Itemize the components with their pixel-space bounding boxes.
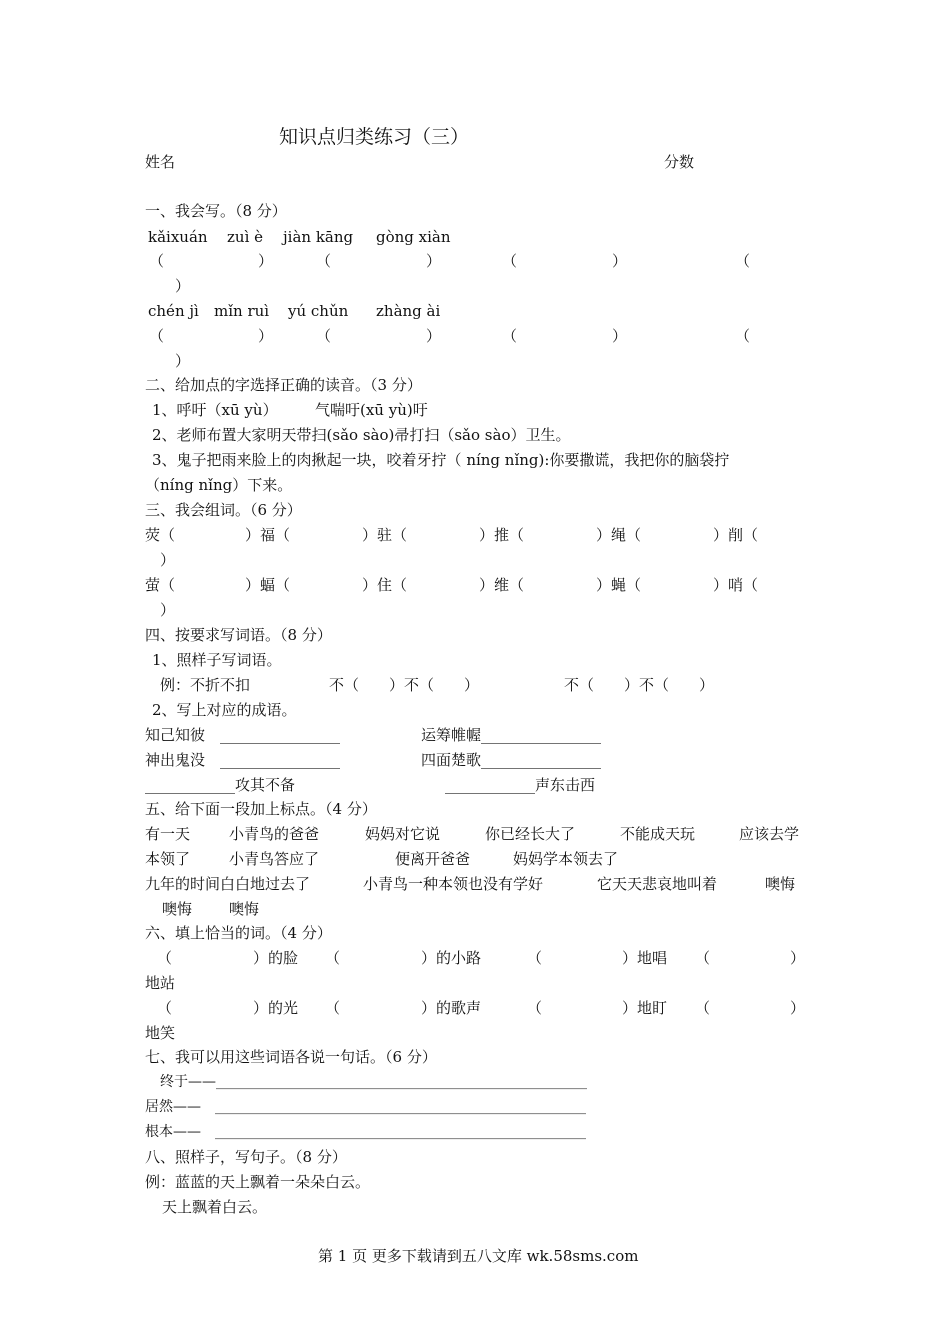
pinyin: gòng xiàn	[376, 228, 451, 246]
passage-fragment: 不能成天玩	[620, 825, 696, 843]
answer-paren-open: （	[502, 327, 518, 345]
name-label: 姓名	[145, 153, 176, 171]
score-label: 分数	[664, 153, 695, 171]
idiom-item: 神出鬼没 ________________	[145, 751, 341, 769]
page-title: 知识点归类练习（三）	[279, 126, 470, 148]
passage-fragment: 应该去学	[739, 825, 800, 843]
word-close: ）	[160, 601, 176, 619]
question-text: 气喘吁(xū yù)吁	[315, 401, 428, 419]
fill-word: ）的小路	[421, 949, 482, 967]
section-7-heading: 七、我可以用这些词语各说一句话。（6 分）	[145, 1048, 437, 1066]
answer-paren-close: ）	[426, 252, 442, 270]
fill-word: ）的脸	[253, 949, 299, 967]
word-item: ）削（	[713, 526, 759, 544]
fill-word: （	[695, 949, 711, 967]
section-4-heading: 四、按要求写词语。（8 分）	[145, 626, 332, 644]
sentence-line: 居然—— _____________________________________________________	[145, 1099, 586, 1115]
word-close: ）	[160, 551, 176, 569]
passage-fragment: 本领了	[145, 850, 191, 868]
answer-paren-open: （	[735, 252, 751, 270]
section-2-heading: 二、给加点的字选择正确的读音。（3 分）	[145, 376, 422, 394]
passage-fragment: 噢悔	[765, 875, 796, 893]
word-item: ）蝠（	[245, 576, 291, 594]
fill-word: （	[325, 999, 341, 1017]
section-6-heading: 六、填上恰当的词。（4 分）	[145, 924, 332, 942]
section-8-heading: 八、照样子，写句子。（8 分）	[145, 1148, 347, 1166]
section-3-heading: 三、我会组词。（6 分）	[145, 501, 302, 519]
fill-word: ）地唱	[622, 949, 668, 967]
answer-paren-open: （	[502, 252, 518, 270]
pinyin: kǎixuán	[148, 228, 208, 246]
passage-fragment: 噢悔	[229, 900, 260, 918]
fill-word: （	[157, 999, 173, 1017]
answer-paren-open: （	[316, 252, 332, 270]
idiom-item: 知己知彼 ________________	[145, 726, 341, 744]
word-item: ）绳（	[596, 526, 642, 544]
fill-word: 地笑	[145, 1024, 176, 1042]
pinyin: jiàn kāng	[283, 228, 354, 246]
passage-fragment: 噢悔	[162, 900, 193, 918]
fill-word: ）的光	[253, 999, 299, 1017]
word-item: ）住（	[362, 576, 408, 594]
answer-paren-close: ）	[612, 252, 628, 270]
pinyin: chén jì	[148, 302, 199, 320]
word-item: ）驻（	[362, 526, 408, 544]
answer-paren-close: ）	[612, 327, 628, 345]
answer-paren-open: （	[316, 327, 332, 345]
pinyin: mǐn ruì	[214, 302, 270, 320]
answer-paren-open: （	[149, 327, 165, 345]
passage-fragment: 便离开爸爸	[395, 850, 471, 868]
fill-word: （	[157, 949, 173, 967]
section-5-heading: 五、给下面一段加上标点。（4 分）	[145, 800, 377, 818]
passage-fragment: 你已经长大了	[485, 825, 576, 843]
fill-word: （	[527, 999, 543, 1017]
word-item: 荧（	[145, 526, 176, 544]
word-item: 萤（	[145, 576, 176, 594]
answer-paren-close: ）	[426, 327, 442, 345]
fill-word: 地站	[145, 974, 176, 992]
fill-blank: 不（ ）不（ ）	[329, 676, 480, 694]
example-text: 例：蓝蓝的天上飘着一朵朵白云。	[145, 1173, 371, 1191]
sentence-line: 根本—— _____________________________________________________	[145, 1124, 586, 1140]
answer-paren-close: ）	[258, 327, 274, 345]
answer-paren-open: （	[735, 327, 751, 345]
word-item: ）蝇（	[596, 576, 642, 594]
word-item: ）推（	[479, 526, 525, 544]
idiom-item: 四面楚歌________________	[421, 751, 602, 769]
idiom-item: ____________攻其不备	[145, 776, 296, 794]
section-1-heading: 一、我会写。（8 分）	[145, 202, 287, 220]
pinyin: yú chǔn	[288, 302, 349, 320]
passage-fragment: 妈妈对它说	[365, 825, 441, 843]
fill-word: ）	[790, 949, 806, 967]
passage-fragment: 九年的时间白白地过去了	[145, 875, 311, 893]
question-text: 2、老师布置大家明天带扫(sǎo sào)帚打扫（sǎo sào）卫生。	[152, 426, 571, 444]
pinyin: zuì è	[227, 228, 264, 246]
fill-word: （	[695, 999, 711, 1017]
fill-word: ）的歌声	[421, 999, 482, 1017]
word-item: ）福（	[245, 526, 291, 544]
answer-paren-close: ）	[175, 277, 191, 295]
question-text: 1、呼吁（xū yù）	[152, 401, 278, 419]
idiom-item: ____________声东击西	[445, 776, 596, 794]
fill-blank: 不（ ）不（ ）	[564, 676, 715, 694]
answer-paren-close: ）	[258, 252, 274, 270]
idiom-item: 运筹帷幄________________	[421, 726, 602, 744]
subsection-label: 2、写上对应的成语。	[152, 701, 297, 719]
sentence-line: 终于——_____________________________________________________	[160, 1074, 587, 1090]
example-sentence: 天上飘着白云。	[162, 1198, 268, 1216]
word-item: ）维（	[479, 576, 525, 594]
page-footer: 第 1 页 更多下载请到五八文库 wk.58sms.com	[318, 1247, 639, 1265]
passage-fragment: 小青鸟一种本领也没有学好	[363, 875, 544, 893]
question-text: （níng nǐng）下来。	[145, 476, 293, 494]
fill-word: ）地盯	[622, 999, 668, 1017]
fill-word: （	[325, 949, 341, 967]
fill-word: ）	[790, 999, 806, 1017]
example-text: 例：不折不扣	[160, 676, 251, 694]
word-item: ）哨（	[713, 576, 759, 594]
answer-paren-open: （	[149, 252, 165, 270]
fill-word: （	[527, 949, 543, 967]
passage-fragment: 小青鸟的爸爸	[229, 825, 320, 843]
passage-fragment: 它天天悲哀地叫着	[597, 875, 718, 893]
subsection-label: 1、照样子写词语。	[152, 651, 282, 669]
answer-paren-close: ）	[175, 352, 191, 370]
question-text: 3、鬼子把雨来脸上的肉揪起一块，咬着牙拧（ níng nǐng):你要撒谎，我把你的脑袋拧	[152, 451, 730, 469]
passage-fragment: 妈妈学本领去了	[513, 850, 619, 868]
passage-fragment: 有一天	[145, 825, 191, 843]
passage-fragment: 小青鸟答应了	[229, 850, 320, 868]
pinyin: zhàng ài	[376, 302, 441, 320]
